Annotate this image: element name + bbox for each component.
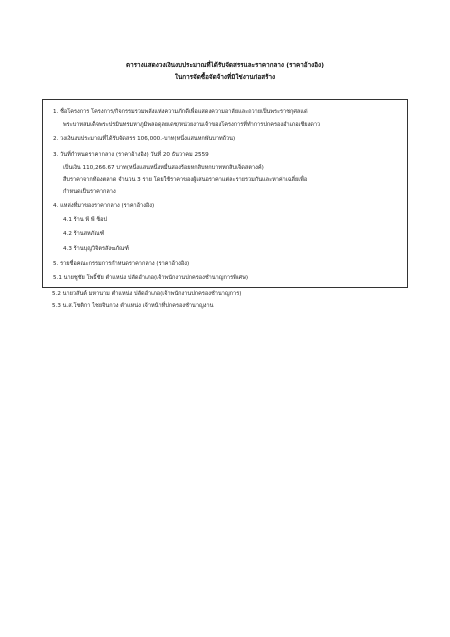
item-3-method: สืบราคาจากท้องตลาด จำนวน 3 ราย โดยใช้ราคาของผู้เสนอราคาแต่ละรายรวมกันและหาค่าเฉลี่ยเพื่อ	[63, 177, 308, 183]
item-5-2-member: 5.2 นายวสันต์ มหานาม ตำแหน่ง ปลัดอำเภอ(เจ้าพนักงานปกครองชำนาญการ)	[52, 291, 242, 297]
item-2-budget: 2. วงเงินงบประมาณที่ได้รับจัดสรร 106,000.-บาท(หนึ่งแสนหกพันบาทถ้วน)	[53, 136, 236, 142]
document-subtitle: ในการจัดซื้อจัดจ้างที่มิใช่งานก่อสร้าง	[174, 74, 276, 81]
item-4-3-source: 4.3 ร้านบุญวิจิตรสังฆภัณฑ์	[63, 246, 129, 252]
item-1-project-name: 1. ชื่อโครงการ โครงการ/กิจกรรมรวมพลังแห่งความภักดีเพื่อแสดงความอาลัยและถวายเป็นพระราชกุศลแด่	[53, 109, 308, 115]
item-4-1-source: 4.1 ร้าน พี พี ช็อป	[63, 217, 108, 223]
item-3-reference-date: 3. วันที่กำหนดราคากลาง (ราคาอ้างอิง) วันที่ 20 ธันวาคม 2559	[53, 152, 209, 158]
item-5-1-member: 5.1 นายชูชัย โพธิ์ชัย ตำแหน่ง ปลัดอำเภอ(เจ้าพนักงานปกครองชำนาญการพิเศษ)	[53, 275, 249, 281]
item-5-committee: 5. รายชื่อคณะกรรมการกำหนดราคากลาง (ราคาอ้างอิง)	[53, 261, 190, 267]
content-box	[42, 99, 408, 288]
item-3-amount: เป็นเงิน 110,266.67 บาท(หนึ่งแสนหนึ่งหมื่นสองร้อยหกสิบหกบาทหกสิบเจ็ดสตางค์)	[63, 165, 264, 171]
item-5-3-member: 5.3 น.ส.โชติกา ไชยจินกวง ตำแหน่ง เจ้าหน้าที่ปกครองชำนาญงาน	[52, 303, 214, 309]
item-4-2-source: 4.2 ร้านสหภัณฑ์	[63, 231, 105, 237]
document-title: ตารางแสดงวงเงินงบประมาณที่ได้รับจัดสรรและราคากลาง (ราคาอ้างอิง)	[126, 62, 324, 69]
item-4-sources: 4. แหล่งที่มาของราคากลาง (ราคาอ้างอิง)	[53, 203, 155, 209]
item-1-project-name-cont: พระบาทสมเด็จพระปรมินทรมหาภูมิพลอดุลยเดช/หน่วยงานเจ้าของโครงการที่ทำการปกครองอำเภอเชียงดาว	[63, 122, 321, 128]
item-3-method-cont: กำหนดเป็นราคากลาง	[63, 189, 116, 195]
